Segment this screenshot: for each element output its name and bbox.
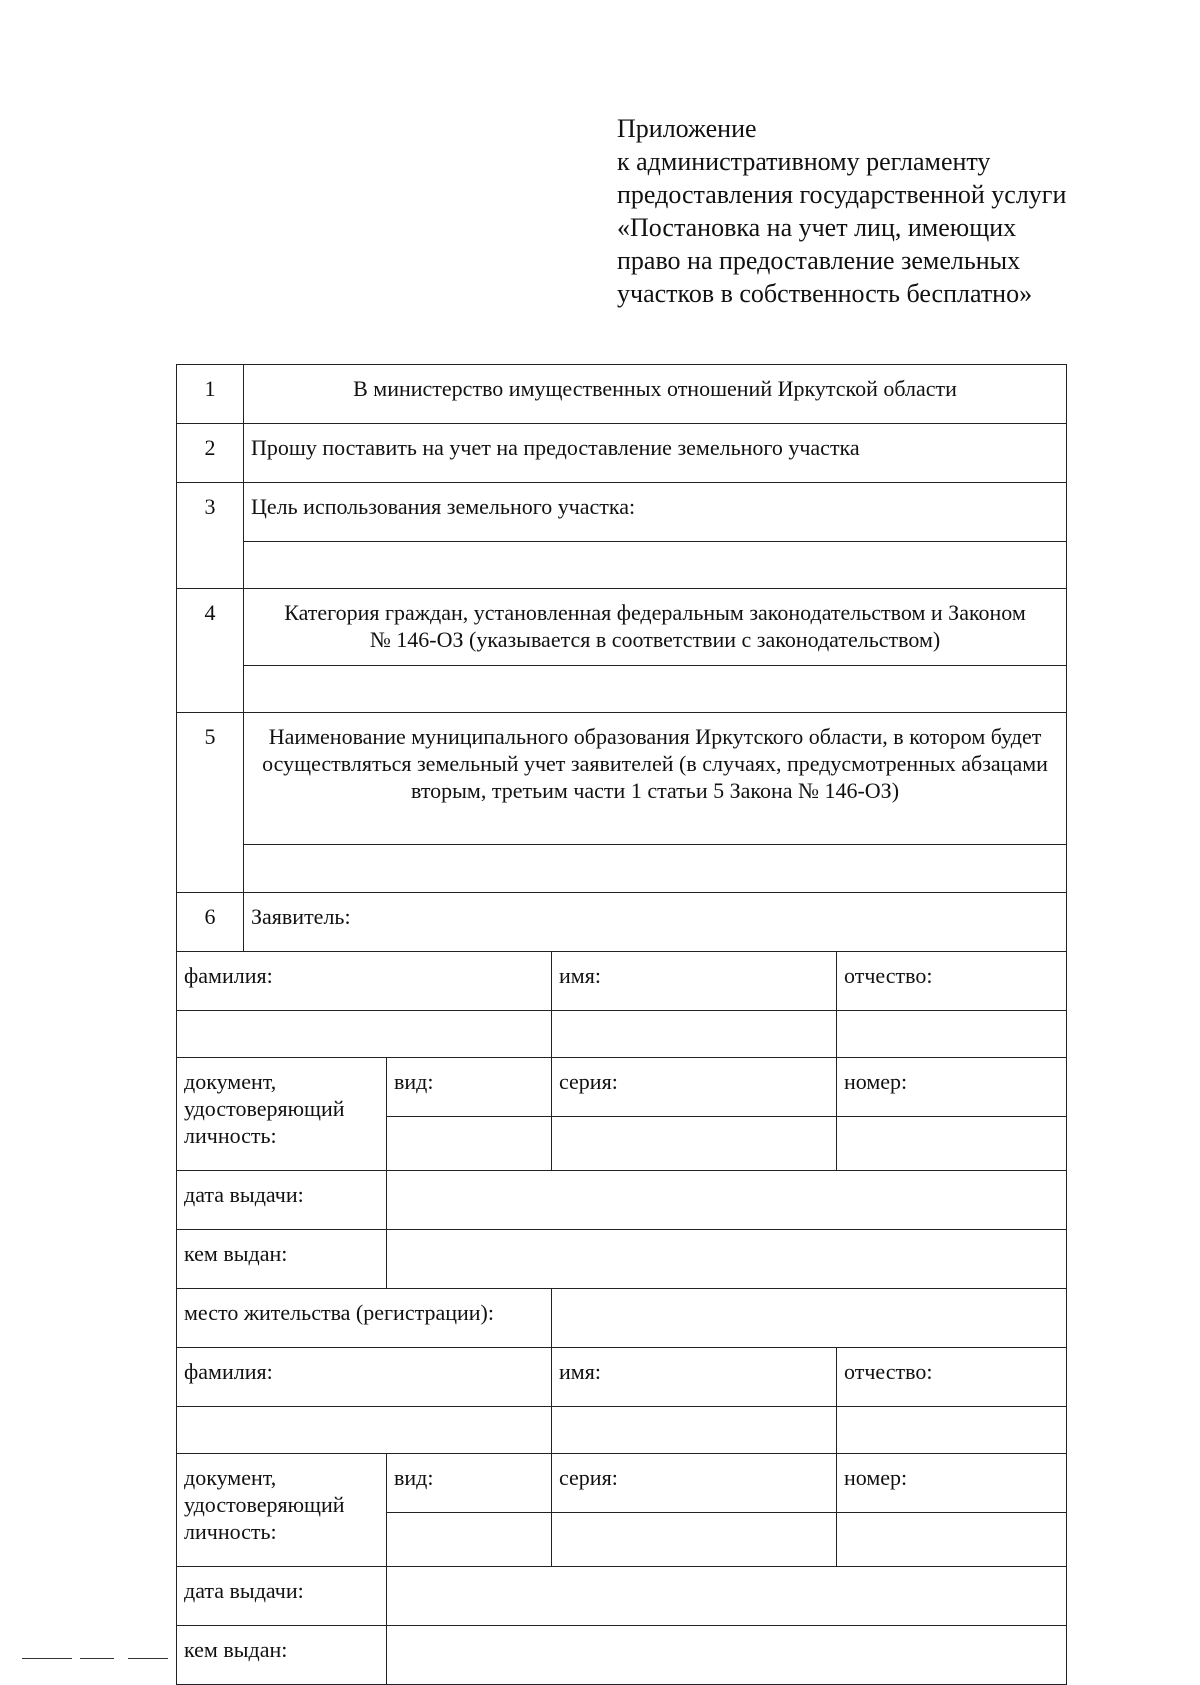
issued-by-field[interactable] bbox=[387, 1626, 1067, 1685]
land-purpose-label: Цель использования земельного участка: bbox=[244, 483, 1067, 542]
name-label: имя: bbox=[552, 952, 837, 1011]
doc-type-field[interactable] bbox=[387, 1513, 552, 1567]
doc-type-field[interactable] bbox=[387, 1117, 552, 1171]
scan-artifact-line bbox=[80, 1658, 114, 1659]
series-label: серия: bbox=[552, 1454, 837, 1513]
scan-artifact-line bbox=[128, 1658, 168, 1659]
residence-field[interactable] bbox=[552, 1289, 1067, 1348]
doc-type-label: вид: bbox=[387, 1454, 552, 1513]
name-field[interactable] bbox=[552, 1407, 837, 1454]
surname-field[interactable] bbox=[177, 1407, 552, 1454]
issue-date-label: дата выдачи: bbox=[177, 1171, 387, 1230]
header-line: право на предоставление земельных bbox=[617, 246, 1021, 275]
citizen-category-field[interactable] bbox=[244, 666, 1067, 713]
row-number-6: 6 bbox=[177, 893, 244, 952]
application-form-table bbox=[176, 364, 1067, 1685]
applicant-label: Заявитель: bbox=[244, 893, 1067, 952]
municipality-label: Наименование муниципального образования Иркутского области, в котором будет осуществляться земельный учет заявителей (в случаях, предусмотренных абзацами вторым, третьим части 1 статьи 5 Закона № 146-ОЗ) bbox=[244, 713, 1067, 845]
number-field[interactable] bbox=[837, 1117, 1067, 1171]
series-field[interactable] bbox=[552, 1117, 837, 1171]
header-line: к административному регламенту bbox=[617, 147, 991, 176]
number-label: номер: bbox=[837, 1454, 1067, 1513]
issue-date-field[interactable] bbox=[387, 1567, 1067, 1626]
request-cell: Прошу поставить на учет на предоставление земельного участка bbox=[244, 424, 1067, 483]
surname-label: фамилия: bbox=[177, 952, 552, 1011]
issued-by-label: кем выдан: bbox=[177, 1230, 387, 1289]
addressee-cell: В министерство имущественных отношений Иркутской области bbox=[244, 365, 1067, 424]
name-field[interactable] bbox=[552, 1011, 837, 1058]
doc-type-label: вид: bbox=[387, 1058, 552, 1117]
patronymic-field[interactable] bbox=[837, 1407, 1067, 1454]
header-line: «Постановка на учет лиц, имеющих bbox=[617, 213, 1017, 242]
header-line: участков в собственность бесплатно» bbox=[617, 279, 1033, 308]
issue-date-field[interactable] bbox=[387, 1171, 1067, 1230]
land-purpose-field[interactable] bbox=[244, 542, 1067, 589]
surname-label: фамилия: bbox=[177, 1348, 552, 1407]
issued-by-label: кем выдан: bbox=[177, 1626, 387, 1685]
header-line: Приложение bbox=[617, 114, 757, 143]
residence-label: место жительства (регистрации): bbox=[177, 1289, 552, 1348]
number-label: номер: bbox=[837, 1058, 1067, 1117]
series-label: серия: bbox=[552, 1058, 837, 1117]
row-number-4: 4 bbox=[177, 589, 244, 713]
issued-by-field[interactable] bbox=[387, 1230, 1067, 1289]
series-field[interactable] bbox=[552, 1513, 837, 1567]
id-document-label: документ, удостоверяющий личность: bbox=[177, 1454, 387, 1567]
citizen-category-label: Категория граждан, установленная федеральным законодательством и Законом № 146-ОЗ (указывается в соответствии с законодательством) bbox=[244, 589, 1067, 666]
issue-date-label: дата выдачи: bbox=[177, 1567, 387, 1626]
row-number-2: 2 bbox=[177, 424, 244, 483]
row-number-5: 5 bbox=[177, 713, 244, 893]
row-number-3: 3 bbox=[177, 483, 244, 589]
scan-artifact-line bbox=[22, 1658, 72, 1659]
appendix-header bbox=[617, 112, 1177, 310]
patronymic-field[interactable] bbox=[837, 1011, 1067, 1058]
municipality-field[interactable] bbox=[244, 845, 1067, 893]
row-number-1: 1 bbox=[177, 365, 244, 424]
surname-field[interactable] bbox=[177, 1011, 552, 1058]
header-line: предоставления государственной услуги bbox=[617, 180, 1067, 209]
patronymic-label: отчество: bbox=[837, 1348, 1067, 1407]
number-field[interactable] bbox=[837, 1513, 1067, 1567]
patronymic-label: отчество: bbox=[837, 952, 1067, 1011]
id-document-label: документ, удостоверяющий личность: bbox=[177, 1058, 387, 1171]
name-label: имя: bbox=[552, 1348, 837, 1407]
